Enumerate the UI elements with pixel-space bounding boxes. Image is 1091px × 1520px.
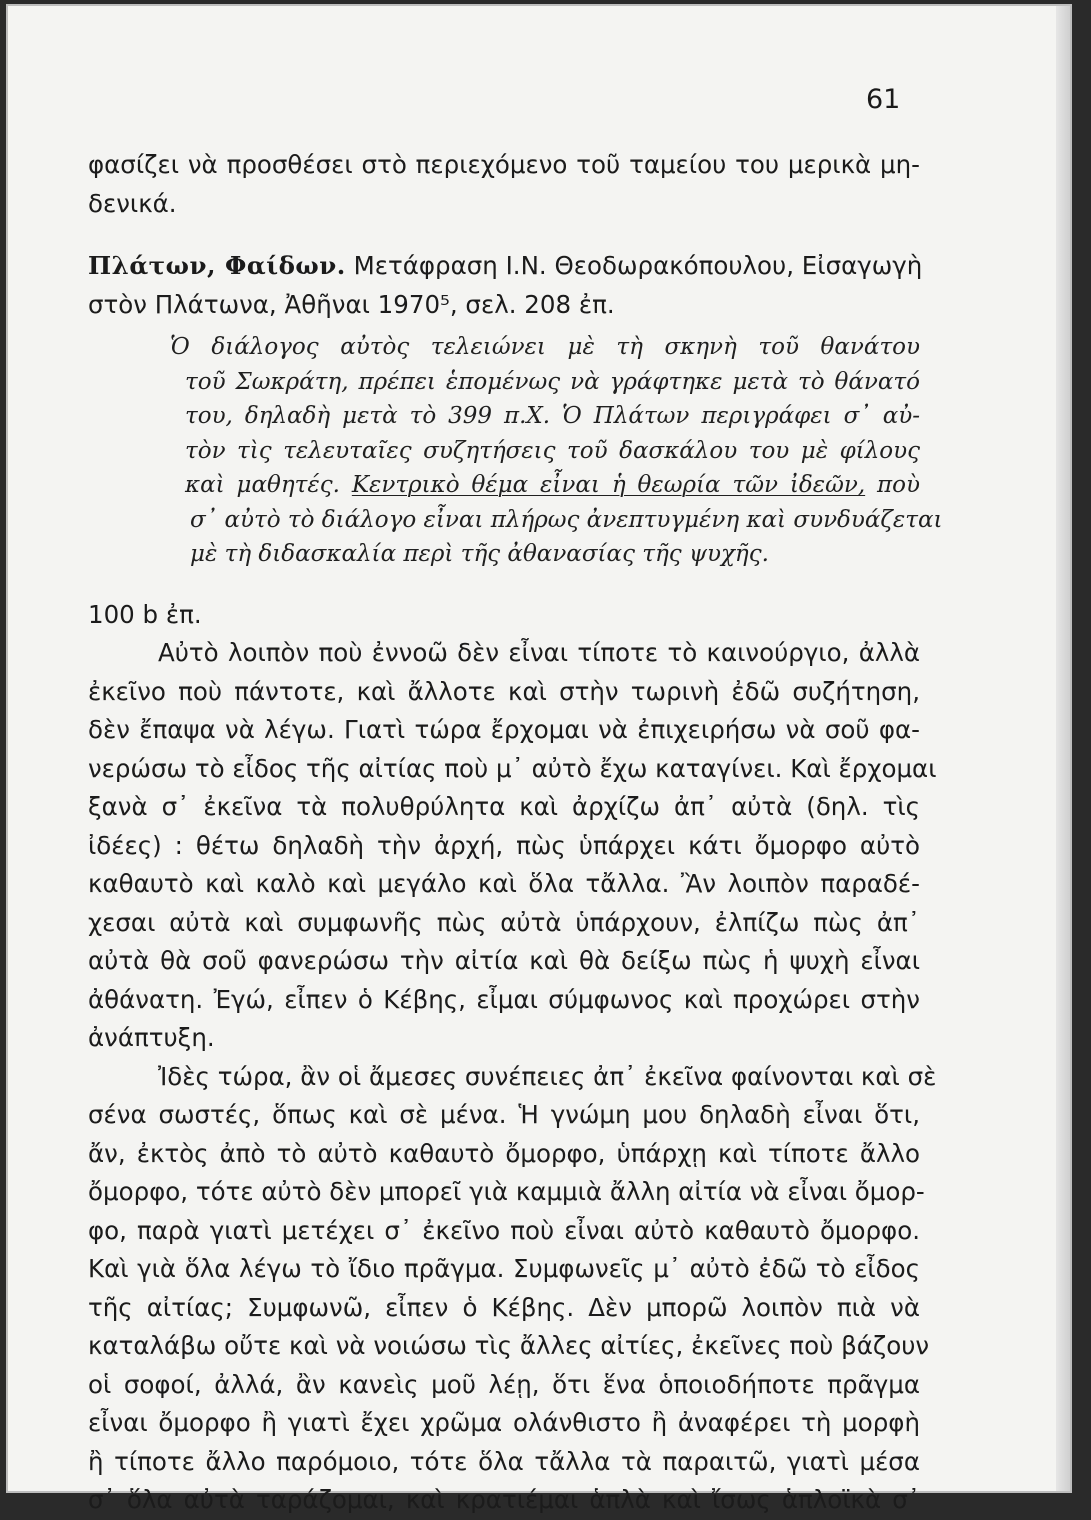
summary-line: τοῦ Σωκράτη, πρέπει ἑπομένως νὰ γράφτηκε μετὰ τὸ θάνατό	[185, 368, 920, 395]
paragraph-line: ἄν, ἐκτὸς ἀπὸ τὸ αὐτὸ καθαυτὸ ὄμορφο, ὑπάρχῃ καὶ τίποτε ἄλλο	[88, 1138, 920, 1168]
section-reference: 100 b ἐπ.	[88, 599, 202, 629]
summary-block	[88, 330, 943, 572]
paragraph-line: φο, παρὰ γιατὶ μετέχει σ᾽ ἐκεῖνο ποὺ εἶναι αὐτὸ καθαυτὸ ὄμορφο.	[88, 1215, 920, 1245]
spacer	[88, 572, 920, 596]
reference-line: στὸν Πλάτωνα, Ἀθῆναι 1970⁵, σελ. 208 ἐπ.	[88, 289, 615, 319]
reference-title: Πλάτων, Φαίδων.	[88, 251, 346, 280]
page-spine	[1056, 6, 1070, 1491]
paragraph-line: ἢ τίποτε ἄλλο παρόμοιο, τότε ὅλα τἄλλα τὰ παραιτῶ, γιατὶ μέσα	[88, 1446, 920, 1476]
paragraph-line: σένα σωστές, ὅπως καὶ σὲ μένα. Ἡ γνώμη μου δηλαδὴ εἶναι ὅτι,	[88, 1100, 920, 1129]
paragraph-line: εἶναι ὄμορφο ἢ γιατὶ ἔχει χρῶμα ολάνθιστο ἢ ἀναφέρει τὴ μορφὴ	[88, 1408, 920, 1437]
paragraph-line: τῆς αἰτίας; Συμφωνῶ, εἶπεν ὁ Κέβης. Δὲν μπορῶ λοιπὸν πιὰ νὰ	[88, 1292, 920, 1322]
intro-line: δενικά.	[88, 188, 177, 218]
paragraph-line: χεσαι αὐτὰ καὶ συμφωνῆς πὼς αὐτὰ ὑπάρχουν, ἐλπίζω πὼς ἀπ᾽	[88, 907, 920, 937]
paragraph-line: σ᾽ ὅλα αὐτὰ ταράζομαι, καὶ κρατιέμαι ἁπλὰ καὶ ἴσως ἁπλοϊκὰ σ᾽	[88, 1485, 920, 1514]
summary-line: σ᾽ αὐτὸ τὸ διάλογο εἶναι πλήρως ἀνεπτυγμένη καὶ συνδυάζεται	[190, 506, 943, 533]
paragraph-line: ἐκεῖνο ποὺ πάντοτε, καὶ ἄλλοτε καὶ στὴν τωρινὴ ἐδῶ συζήτηση,	[88, 676, 920, 706]
summary-line	[88, 468, 920, 503]
summary-line: Ὁ διάλογος αὐτὸς τελειώνει μὲ τὴ σκηνὴ τοῦ θανάτου	[170, 334, 920, 360]
paragraph-line: ὄμορφο, τότε αὐτὸ δὲν μπορεῖ γιὰ καμμιὰ ἄλλη αἰτία νὰ εἶναι ὄμορ-	[88, 1177, 925, 1206]
page-body	[88, 146, 943, 1520]
paragraph-line: ξανὰ σ᾽ ἐκεῖνα τὰ πολυθρύλητα καὶ ἀρχίζω ἀπ᾽ αὐτὰ (δηλ. τὶς	[88, 792, 920, 821]
summary-line: του, δηλαδὴ μετὰ τὸ 399 π.Χ. Ὁ Πλάτων περιγράφει σ᾽ αὐ-	[185, 403, 920, 429]
paragraph-line: Καὶ γιὰ ὅλα λέγω τὸ ἴδιο πρᾶγμα. Συμφωνεῖς μ᾽ αὐτὸ ἐδῶ τὸ εἶδος	[88, 1254, 920, 1283]
paragraph-line: Αὐτὸ λοιπὸν ποὺ ἐννοῶ δὲν εἶναι τίποτε τὸ καινούργιο, ἀλλὰ	[158, 638, 920, 667]
spacer	[88, 223, 920, 247]
paragraph-line: αὐτὰ θὰ σοῦ φανερώσω τὴν αἰτία καὶ θὰ δείξω πὼς ἡ ψυχὴ εἶναι	[88, 946, 920, 975]
paragraph-line: δὲν ἔπαψα νὰ λέγω. Γιατὶ τώρα ἔρχομαι νὰ ἐπιχειρήσω νὰ σοῦ φα-	[88, 715, 920, 744]
paragraph-line: ἰδέες) : θέτω δηλαδὴ τὴν ἀρχή, πὼς ὑπάρχει κάτι ὄμορφο αὐτὸ	[88, 830, 920, 860]
summary-text: ποὺ	[865, 472, 921, 498]
paragraph-line: νερώσω τὸ εἶδος τῆς αἰτίας ποὺ μ᾽ αὐτὸ ἔχω καταγίνει. Καὶ ἔρχομαι	[88, 753, 937, 783]
reference-details: Μετάφραση Ι.Ν. Θεοδωρακόπουλου, Εἰσαγωγὴ	[345, 251, 923, 280]
summary-line: τὸν τὶς τελευταῖες συζητήσεις τοῦ δασκάλου του μὲ φίλους	[185, 437, 920, 464]
paragraph-line: καθαυτὸ καὶ καλὸ καὶ μεγάλο καὶ ὅλα τἄλλα. Ἂν λοιπὸν παραδέ-	[88, 869, 920, 898]
paragraph-line: ἀνάπτυξη.	[88, 1023, 215, 1052]
intro-line: φασίζει νὰ προσθέσει στὸ περιεχόμενο τοῦ ταμείου του μερικὰ μη-	[88, 150, 920, 179]
summary-text: καὶ μαθητές.	[185, 472, 352, 498]
summary-line: μὲ τὴ διδασκαλία περὶ τῆς ἀθανασίας τῆς ψυχῆς.	[190, 541, 769, 567]
paragraph-line: Ἰδὲς τώρα, ἂν οἱ ἄμεσες συνέπειες ἀπ᾽ ἐκεῖνα φαίνονται καὶ σὲ	[158, 1061, 937, 1091]
paragraph-line: οἱ σοφοί, ἀλλά, ἂν κανεὶς μοῦ λέῃ, ὅτι ἕνα ὁποιοδήποτε πρᾶγμα	[88, 1369, 920, 1399]
paragraph-line: καταλάβω οὔτε καὶ νὰ νοιώσω τὶς ἄλλες αἰτίες, ἐκεῖνες ποὺ βάζουν	[88, 1331, 930, 1360]
underlined-phrase: Κεντρικὸ θέμα εἶναι ἡ θεωρία τῶν ἰδεῶν,	[351, 472, 866, 498]
reference-line	[88, 247, 923, 286]
book-page	[8, 6, 1070, 1514]
page-number: 61	[866, 84, 901, 115]
paragraph-line: ἀθάνατη. Ἐγώ, εἶπεν ὁ Κέβης, εἶμαι σύμφωνος καὶ προχώρει στὴν	[88, 984, 920, 1014]
